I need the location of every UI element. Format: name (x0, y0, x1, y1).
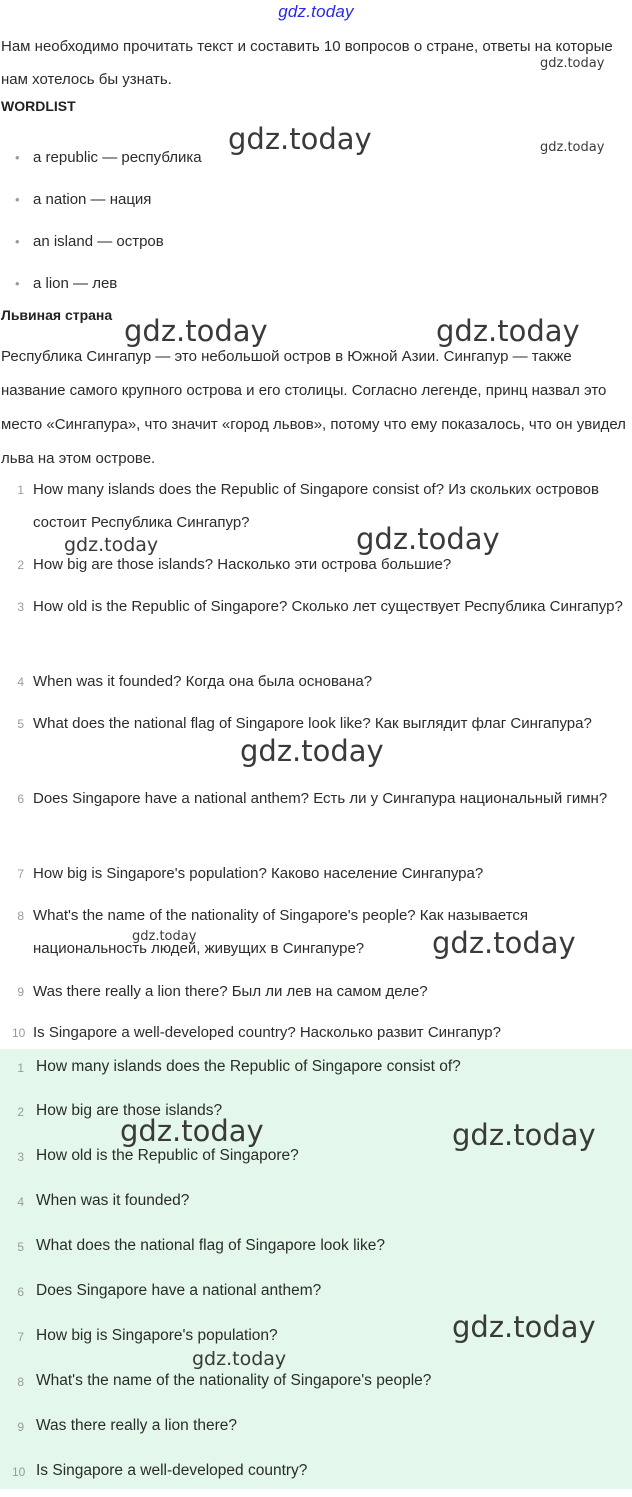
story-heading: Львиная страна (1, 307, 113, 323)
answer-number: 6 (17, 1285, 24, 1299)
wordlist-heading: WORDLIST (1, 98, 76, 114)
answer-text: How big is Singapore's population? (36, 1327, 278, 1344)
answer-text: How many islands does the Republic of Singapore consist of? (36, 1058, 461, 1075)
question-number: 7 (17, 867, 24, 881)
wordlist-item (0, 221, 202, 263)
answer-text: Was there really a lion there? (36, 1417, 238, 1434)
watermark: gdz.today (64, 534, 159, 556)
answer-text: Does Singapore have a national anthem? (36, 1282, 322, 1299)
question-number: 4 (17, 675, 24, 689)
watermark: gdz.today (120, 1114, 264, 1148)
question-text: When was it founded? Когда она была основана? (33, 673, 373, 690)
answers-block (0, 1049, 632, 1489)
wordlist-item-text: a nation — нация (33, 191, 152, 208)
question-text: How many islands does the Republic of Singapore consist of? Из скольких островов состоит Республика Сингапур? (33, 481, 599, 531)
wordlist-item (0, 179, 202, 221)
question-number: 6 (17, 792, 24, 806)
bullet-icon: • (15, 276, 20, 291)
answer-number: 2 (17, 1105, 24, 1119)
question-number: 10 (12, 1026, 26, 1040)
question-text: What's the name of the nationality of Singapore's people? Как называется национальность людей, живущих в Сингапуре? (33, 907, 529, 957)
question-number: 5 (17, 717, 24, 731)
question-text: Is Singapore a well-developed country? Насколько развит Сингапур? (33, 1024, 501, 1041)
watermark: gdz.today (452, 1118, 596, 1152)
question-text: How big are those islands? Насколько эти острова большие? (33, 556, 452, 573)
answer-item (0, 1363, 632, 1407)
bullet-icon: • (15, 234, 20, 249)
answer-text: What does the national flag of Singapore look like? (36, 1237, 385, 1254)
wordlist (0, 137, 202, 305)
bullet-icon: • (15, 192, 20, 207)
wordlist-item-text: an island — остров (33, 233, 164, 250)
answer-item (0, 1228, 632, 1272)
answer-number: 10 (12, 1465, 26, 1479)
answer-number: 9 (17, 1420, 24, 1434)
question-number: 3 (17, 600, 24, 614)
watermark: gdz.today (540, 56, 605, 71)
question-text: What does the national flag of Singapore look like? Как выглядит флаг Сингапура? (33, 715, 592, 732)
wordlist-item-text: a republic — республика (33, 149, 202, 166)
answer-number: 8 (17, 1375, 24, 1389)
answer-item (0, 1408, 632, 1452)
answer-text: How old is the Republic of Singapore? (36, 1147, 299, 1164)
intro-text: Нам необходимо прочитать текст и составить 10 вопросов о стране, ответы на которые нам хотелось бы узнать. (1, 38, 613, 88)
wordlist-item-text: a lion — лев (33, 275, 118, 292)
answer-text: Is Singapore a well-developed country? (36, 1462, 308, 1479)
answer-item (0, 1183, 632, 1227)
answer-text: When was it founded? (36, 1192, 190, 1209)
watermark: gdz.today (452, 1310, 596, 1344)
answer-item (0, 1049, 632, 1093)
question-text: Does Singapore have a national anthem? Есть ли у Сингапура национальный гимн? (33, 790, 608, 807)
watermark: gdz.today (540, 140, 605, 155)
question-number: 9 (17, 985, 24, 999)
watermark: gdz.today (228, 122, 372, 156)
answer-item (0, 1453, 632, 1497)
answer-number: 3 (17, 1150, 24, 1164)
watermark: gdz.today (356, 522, 500, 556)
watermark: gdz.today (124, 314, 268, 348)
story-text: Республика Сингапур — это небольшой остров в Южной Азии. Сингапур — также название самого крупного острова и его столицы. Согласно легенде, принц назвал это место «Сингапура», что значит «город львов», потому что ему показалось, что он увидел льва на этом острове. (1, 348, 626, 467)
question-text: How old is the Republic of Singapore? Сколько лет существует Республика Сингапур? (33, 598, 623, 615)
site-logo[interactable]: gdz.today (278, 2, 354, 21)
watermark: gdz.today (192, 1348, 287, 1370)
answer-number: 7 (17, 1330, 24, 1344)
answer-number: 5 (17, 1240, 24, 1254)
question-number: 1 (17, 483, 24, 497)
answer-number: 1 (17, 1061, 24, 1075)
answer-text: How big are those islands? (36, 1102, 223, 1119)
question-number: 8 (17, 909, 24, 923)
watermark: gdz.today (432, 926, 576, 960)
wordlist-item (0, 137, 202, 179)
question-text: Was there really a lion there? Был ли лев на самом деле? (33, 983, 428, 1000)
watermark: gdz.today (240, 734, 384, 768)
question-text: How big is Singapore's population? Каково население Сингапура? (33, 865, 484, 882)
wordlist-item (0, 263, 202, 305)
question-number: 2 (17, 558, 24, 572)
answer-number: 4 (17, 1195, 24, 1209)
bullet-icon: • (15, 150, 20, 165)
answer-text: What's the name of the nationality of Singapore's people? (36, 1372, 432, 1389)
watermark: gdz.today (436, 314, 580, 348)
watermark: gdz.today (132, 929, 197, 944)
